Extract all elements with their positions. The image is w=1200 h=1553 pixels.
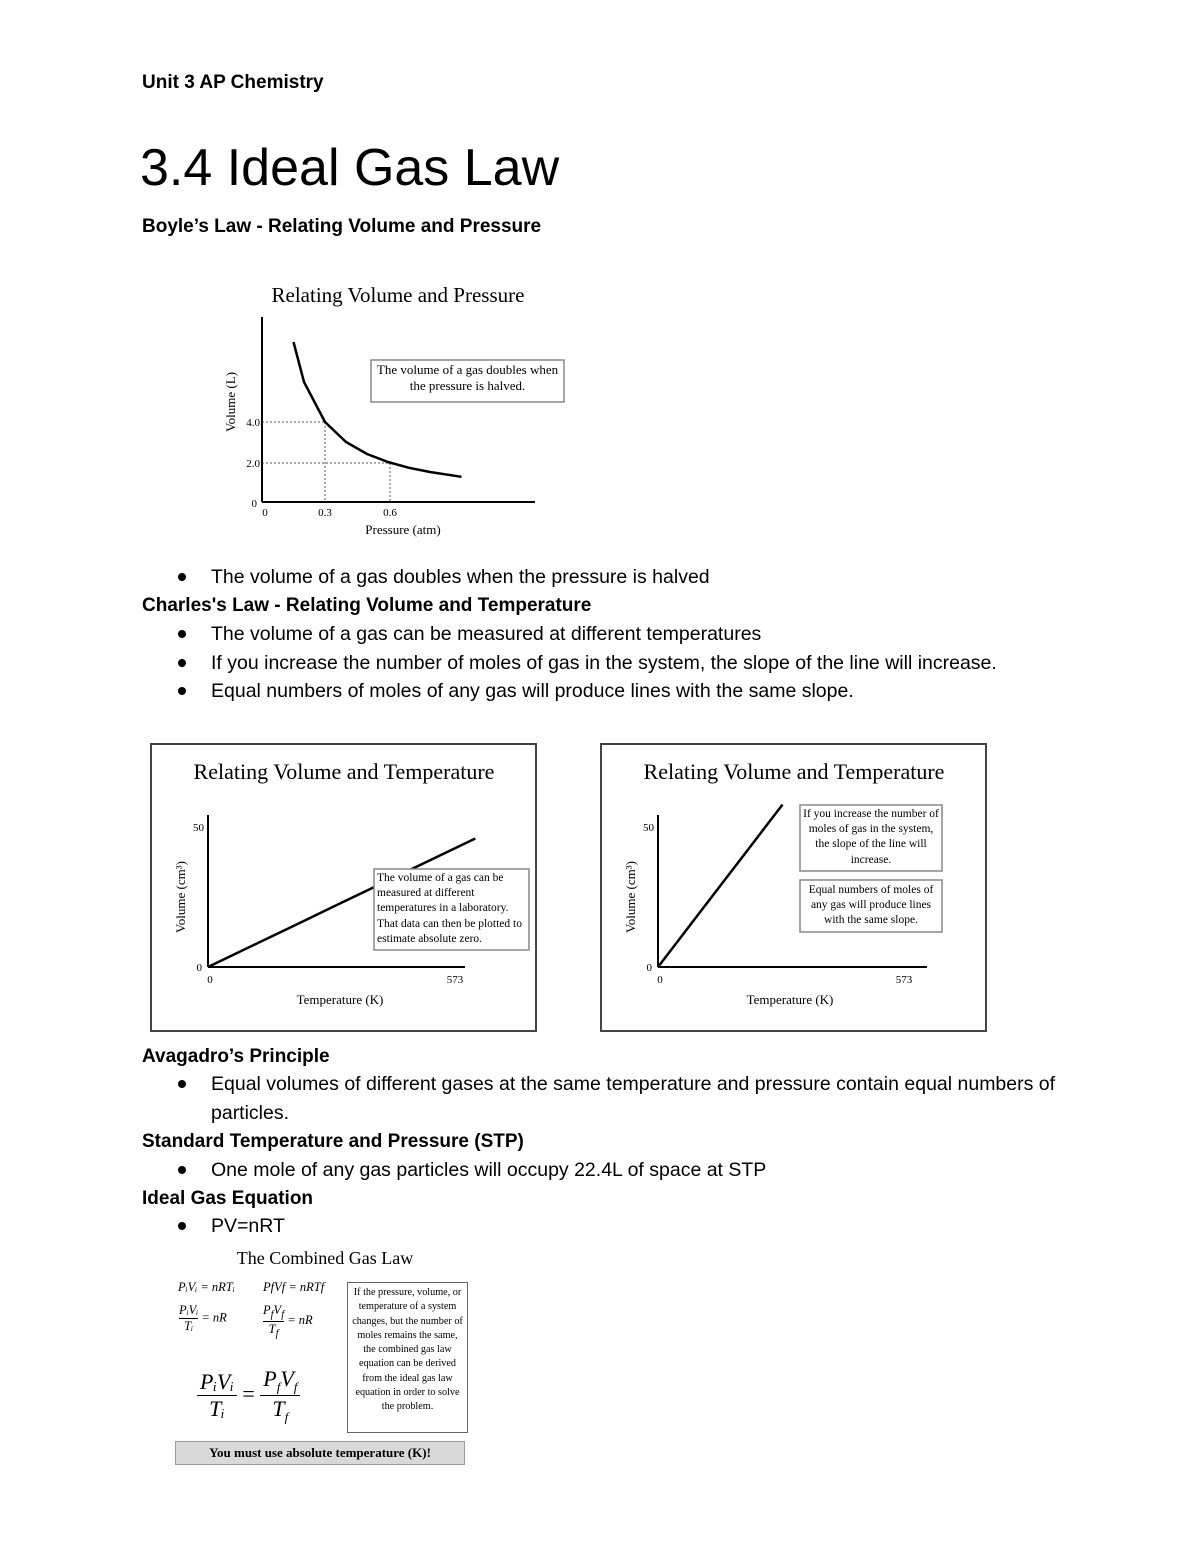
boyle-ytick-4: 4.0: [246, 417, 260, 429]
boyle-xtick-0: 0: [262, 507, 268, 519]
charles-chart-2: [602, 745, 985, 1030]
charles2-ylabel: Volume (cm³): [623, 861, 638, 933]
ideal-bullets: [178, 1212, 1058, 1241]
charles-chart-2-frame: [600, 743, 987, 1032]
boyle-chart: [205, 272, 585, 547]
bullet-icon: [178, 1222, 186, 1230]
list-item: PV=nRT: [178, 1212, 1058, 1241]
charles1-ylabel: Volume (cm³): [173, 861, 188, 933]
bullet-icon: [178, 687, 186, 695]
list-item: Equal volumes of different gases at the same temperature and pressure contain equal numbers of particles.: [178, 1070, 1058, 1127]
charles-chart-1-frame: [150, 743, 537, 1032]
bullet-icon: [178, 1166, 186, 1174]
charles2-xlabel: Temperature (K): [746, 992, 834, 1007]
bullet-icon: [178, 630, 186, 638]
bullet-icon: [178, 659, 186, 667]
avogadro-bullets: [178, 1070, 1058, 1127]
charles2-annotation-1: If you increase the number of moles of gas in the system, the slope of the line will increase.: [803, 808, 939, 866]
page-title: 3.4 Ideal Gas Law: [140, 139, 560, 197]
combined-main-equation: PᵢVᵢ Tᵢ = $P_fV_f$ $T_f$: [197, 1366, 300, 1426]
boyle-ylabel: Volume (L): [223, 371, 238, 433]
boyle-xtick-03: 0.3: [318, 507, 332, 519]
charles2-xtick-573: 573: [895, 974, 913, 986]
charles1-ytick-0: 0: [196, 962, 202, 974]
charles1-title: Relating Volume and Temperature: [193, 759, 495, 784]
charles1-xlabel: Temperature (K): [296, 992, 384, 1007]
boyle-ytick-2: 2.0: [246, 458, 260, 470]
ideal-heading: Ideal Gas Equation: [142, 1188, 314, 1209]
boyle-heading: Boyle’s Law - Relating Volume and Pressure: [142, 216, 542, 237]
combined-eq-1a: PᵢVᵢ = nRTᵢ: [178, 1280, 235, 1294]
stp-bullets: [178, 1156, 1058, 1185]
charles1-xtick-0: 0: [207, 974, 213, 986]
list-item: One mole of any gas particles will occupy 22.4L of space at STP: [178, 1156, 1058, 1185]
boyle-bullets: [178, 563, 1058, 592]
combined-gas-law-figure: [175, 1248, 475, 1470]
combined-title: The Combined Gas Law: [236, 1248, 414, 1268]
charles2-ytick-50: 50: [643, 822, 654, 834]
list-item: Equal numbers of moles of any gas will produce lines with the same slope.: [178, 677, 1058, 706]
combined-eq-2a: PᵢVᵢ Tᵢ = nR: [179, 1303, 227, 1333]
combined-eq-2b: $P_fV_f$ $T_f$ = nR: [263, 1303, 313, 1339]
charles1-annotation: The volume of a gas can be measured at different temperatures in a laboratory. That data can then be plotted to estimate absolute zero.: [377, 872, 522, 945]
boyle-xtick-06: 0.6: [383, 507, 397, 519]
boyle-xlabel: Pressure (atm): [365, 522, 441, 537]
avogadro-heading: Avagadro’s Principle: [142, 1046, 330, 1067]
charles2-series-line: [658, 805, 783, 967]
combined-note: If the pressure, volume, or temperature of a system changes, but the number of moles remains the same, the combined gas law equation can be derived from the ideal gas law equation in order to solve the problem.: [347, 1282, 468, 1433]
charles2-title: Relating Volume and Temperature: [643, 759, 945, 784]
boyle-ytick-0: 0: [251, 498, 257, 510]
boyle-chart-title: Relating Volume and Pressure: [271, 283, 525, 307]
combined-footer: You must use absolute temperature (K)!: [175, 1441, 465, 1465]
combined-eq-1b: PfVf = nRTf: [263, 1280, 325, 1294]
page-header: Unit 3 AP Chemistry: [142, 72, 324, 93]
bullet-icon: [178, 573, 186, 581]
charles2-annotation-2: Equal numbers of moles of any gas will produce lines with the same slope.: [808, 884, 934, 927]
charles1-xtick-573: 573: [446, 974, 464, 986]
stp-heading: Standard Temperature and Pressure (STP): [142, 1131, 524, 1152]
list-item: The volume of a gas can be measured at different temperatures: [178, 620, 1058, 649]
list-item: If you increase the number of moles of gas in the system, the slope of the line will increase.: [178, 649, 1058, 678]
boyle-annotation: The volume of a gas doubles when the pressure is halved.: [376, 362, 559, 393]
charles2-xtick-0: 0: [657, 974, 663, 986]
charles-heading: Charles's Law - Relating Volume and Temperature: [142, 595, 592, 616]
bullet-icon: [178, 1080, 186, 1088]
charles-chart-1: [152, 745, 535, 1030]
charles-bullets: [178, 620, 1058, 706]
list-item: The volume of a gas doubles when the pressure is halved: [178, 563, 1058, 592]
charles1-ytick-50: 50: [193, 822, 204, 834]
charles2-ytick-0: 0: [646, 962, 652, 974]
